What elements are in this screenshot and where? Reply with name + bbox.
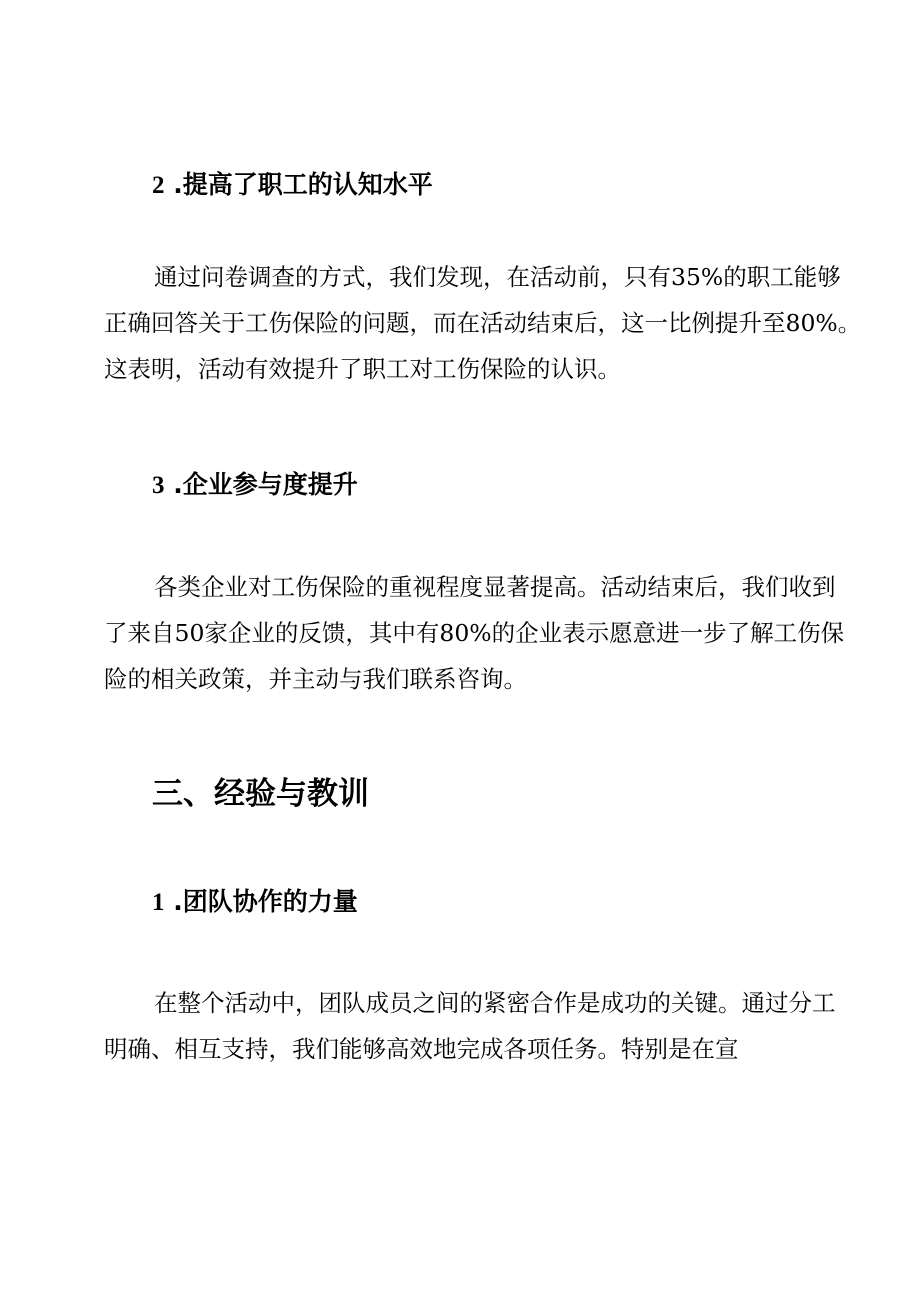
section-heading-2 [152, 170, 433, 201]
section-heading-3 [152, 470, 358, 501]
paragraph-line: 通过问卷调查的方式，我们发现，在活动前，只有35%的职工能够 [154, 263, 841, 291]
paragraph-line: 在整个活动中，团队成员之间的紧密合作是成功的关键。通过分工 [154, 989, 836, 1017]
paragraph-awareness [104, 254, 862, 392]
paragraph-line: 这表明，活动有效提升了职工对工伤保险的认识。 [104, 355, 621, 383]
section-heading-1 [152, 887, 358, 918]
paragraph-line: 明确、相互支持，我们能够高效地完成各项任务。特别是在宣 [104, 1035, 739, 1063]
heading-number: 3 [152, 472, 165, 499]
chapter-title: 三、经验与教训 [152, 776, 369, 812]
paragraph-line: 正确回答关于工伤保险的问题，而在活动结束后，这一比例提升至80%。 [104, 309, 862, 337]
heading-text: .企业参与度提升 [164, 470, 358, 499]
paragraph-enterprise [104, 564, 845, 702]
paragraph-line: 各类企业对工伤保险的重视程度显著提高。活动结束后，我们收到 [154, 573, 836, 601]
heading-number: 1 [152, 889, 165, 916]
paragraph-line: 险的相关政策，并主动与我们联系咨询。 [104, 665, 527, 693]
paragraph-teamwork [104, 980, 836, 1072]
heading-text: .团队协作的力量 [164, 887, 358, 916]
paragraph-line: 了来自50家企业的反馈，其中有80%的企业表示愿意进一步了解工伤保 [104, 619, 845, 647]
heading-number: 2 [152, 172, 165, 199]
heading-text: .提高了职工的认知水平 [164, 170, 433, 199]
